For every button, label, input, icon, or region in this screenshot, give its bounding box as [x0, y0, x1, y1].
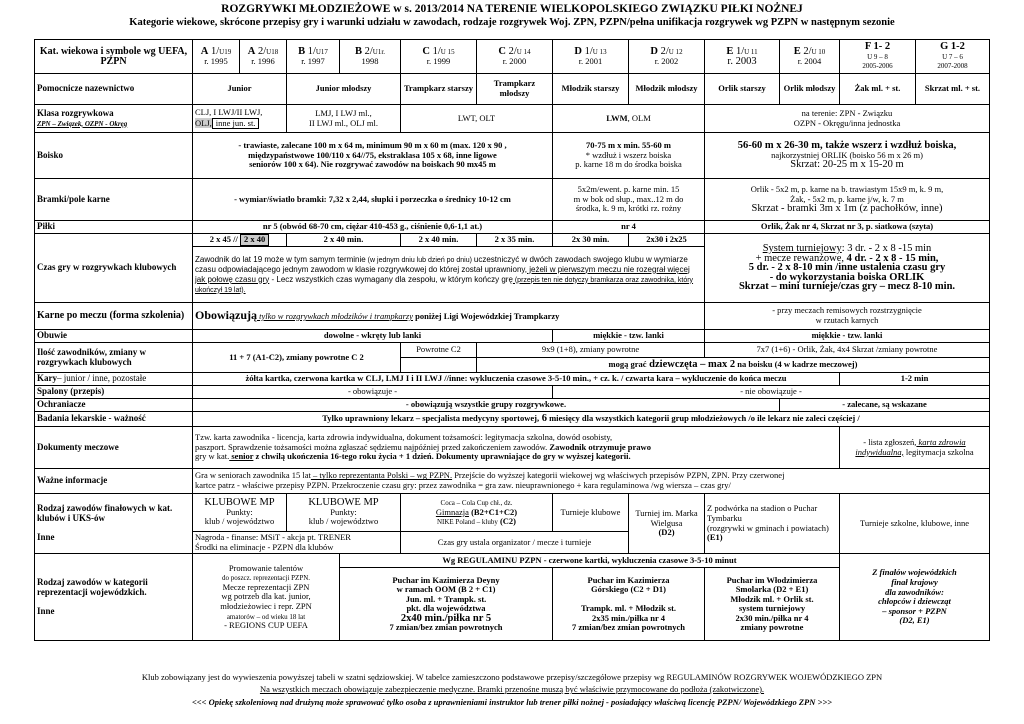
row-pom	[35, 74, 990, 105]
bramki-c: 5x2m/ewent. p. karne min. 15 m w bok od słup., max..12 m do środka, k. 9 m, krótki rz. rożny	[553, 179, 705, 221]
kary-e: 1-2 min	[840, 373, 990, 386]
label-czas: Czas gry w rozgrywkach klubowych	[35, 234, 193, 303]
obuwie-a: dowolne - wkręty lub lanki	[193, 330, 553, 343]
spalony-b: - nie obowiązuje -	[553, 386, 990, 399]
ilosc-c: 9x9 (1+8), zmiany powrotne	[477, 343, 705, 358]
rodzaj1-szk: Turnieje szkolne, klubowe, inne	[840, 494, 990, 554]
ochraniacze-b: - zalecane, są wskazane	[780, 399, 990, 412]
rules-table	[34, 39, 990, 641]
cat-a1: A 1/U19 r. 1995	[193, 40, 240, 74]
row-rodzaj2-top	[35, 554, 990, 568]
label-kary: Kary– junior / inne, pozostałe	[35, 373, 193, 386]
klasa-c: LWT, OLT	[401, 105, 553, 133]
obuwie-c: miękkie - tzw. lanki	[705, 330, 990, 343]
label-pilki: Piłki	[35, 221, 193, 234]
label-kat: Kat. wiekowa i symbole wg UEFA, PZPN	[35, 40, 193, 74]
label-klasa: Klasa rozgrywkowa ZPN – Związek, OZPN - Okręg	[35, 105, 193, 133]
cat-g: G 1-2 U 7 – 6 2007-2008	[916, 40, 990, 74]
label-bramki: Bramki/pole karne	[35, 179, 193, 221]
wazne-a: Gra w seniorach zawodnika 15 lat – tylko reprezentanta Polski – wg PZPN. Przejście do wyższej kategorii wiekowej wg właściwych przepisów PZPN, ZPN. Przy czerwonej kartce patrz - właściwe przepisy PZPN. Przekroczenie czasu gry: przez zawodnika = gra zaw. nieuprawnionego + kara regulaminowa /wg wiersza – czas gry/	[193, 469, 990, 494]
rodzaj1-turn: Turnieje klubowe	[553, 494, 629, 532]
label-pom: Pomocnicze nazewnictwo	[35, 74, 193, 105]
row-ilosc-top	[35, 343, 990, 358]
rodzaj1-nag: Nagroda - finanse: MSiT - akcja pt. TRENER Środki na eliminacje - PZPN dla klubów	[193, 532, 401, 554]
row-spalony	[35, 386, 990, 399]
karne-a: Obowiązują tylko w rozgrywkach młodzików i trampkarzy poniżej Ligi Wojewódzkiej Trampkarzy	[193, 303, 705, 330]
obuwie-b: miękkie - tzw. lanki	[553, 330, 705, 343]
label-boisko: Boisko	[35, 133, 193, 179]
label-rodzaj1: Rodzaj zawodów finałowych w kat. klubów i UKS-ów Inne	[35, 494, 193, 554]
row-boisko	[35, 133, 990, 179]
kary-a: żółta kartka, czerwona kartka w CLJ, LMJ I i II LWJ //inne: wykluczenia czasowe 3-5-10 min., + cz. k. / czwarta kara – wykluczenie do końca meczu	[193, 373, 840, 386]
klasa-d: LWM, OLM	[553, 105, 705, 133]
bramki-a: - wymiar/światło bramki: 7,32 x 2,44, słupki i porzeczka o średnicy 10-12 cm	[193, 179, 553, 221]
boisko-e: 56-60 m x 26-30 m, także wszerz i wzdłuż boiska, najkorzystniej ORLIK (boisko 56 m x 26 m) Skrzat: 20-25 m x 15-20 m	[705, 133, 990, 179]
pilki-a: nr 5 (obwód 68-70 cm, ciężar 410-453 g., ciśnienie 0,6-1,1 at.)	[193, 221, 553, 234]
row-wazne	[35, 469, 990, 494]
spalony-a: - obowiązuje -	[193, 386, 553, 399]
czas-e: System turniejowy: 3 dr. - 2 x 8 -15 min + mecze rewanżowe, 4 dr. - 2 x 8 - 15 min, 5 dr. - 2 x 8-10 min /inne ustalenia czasu gry - do wykorzystania boiska ORLIK Skrzat – mini turnieje/czas gry – mecz 8-10 min.	[705, 234, 990, 303]
row-obuwie	[35, 330, 990, 343]
klasa-a: CLJ, I LWJ/II LWJ, OLJ,inne jun. st.	[193, 105, 287, 133]
czas-d1: 2x 30 min.	[553, 234, 629, 247]
rodzaj1-marka: Turniej im. Marka Wielgusa (D2)	[629, 494, 705, 554]
rodzaj1-pod: Z podwórka na stadion o Puchar Tymbarku (rozgrywki w gminach i powiatach) (E1)	[705, 494, 840, 554]
czas-b: 2 x 40 min.	[287, 234, 401, 247]
footer-line-1: Klub zobowiązany jest do wywieszenia powyższej tabeli w szatni sędziowskiej. W tabelce zamieszczono podstawowe przepisy/szczegółowe przepisy wg REGULAMINÓW ROZGRYWEK WOJEWÓDZKIEGO ZPN	[141, 672, 883, 682]
klasa-b: LMJ, I LWJ ml., II LWJ ml., OLJ ml.	[287, 105, 401, 133]
czas-c1: 2 x 40 min.	[401, 234, 477, 247]
bramki-e: Orlik - 5x2 m, p. karne na b. trawiastym 15x9 m, k. 9 m, Żak, - 5x2 m, p. karne j/w, k. 7 m Skrzat - bramki 3m x 1m (z pachołków, inne)	[705, 179, 990, 221]
row-czas-top	[35, 234, 990, 247]
cat-a2: A 2/U18 r. 1996	[240, 40, 287, 74]
row-pilki	[35, 221, 990, 234]
label-ilosc: Ilość zawodników, zmiany w rozgrywkach klubowych	[35, 343, 193, 373]
rodzaj2-fin: Z finałów wojewódzkich finał krajowy dla zawodników: chłopców i dziewcząt – sponsor + PZPN (D2, E1)	[840, 554, 990, 641]
label-rodzaj2: Rodzaj zawodów w kategorii reprezentacji wojewódzkich. Inne	[35, 554, 193, 641]
cat-d2: D 2/U 12 r. 2002	[629, 40, 705, 74]
pom-junior: Junior	[193, 74, 287, 105]
page-header	[0, 2, 1024, 29]
pilki-e: Orlik, Żak nr 4, Skrzat nr 3, p. siatkowa (szyta)	[705, 221, 990, 234]
pom-mlodzik-s: Młodzik starszy	[553, 74, 629, 105]
row-rodzaj1	[35, 494, 990, 532]
label-ochraniacze: Ochraniacze	[35, 399, 193, 412]
rodzaj2-smolarek: Puchar im Włodzimierza Smolarka (D2 + E1) Młodzik ml. + Orlik st. system turniejowy 2x30 min./piłka nr 4 zmiany powrotne	[705, 568, 840, 641]
cat-e2: E 2/U 10 r. 2004	[780, 40, 840, 74]
pilki-d: nr 4	[553, 221, 705, 234]
pom-skrzat: Skrzat ml. + st.	[916, 74, 990, 105]
cat-e1: E 1/U 11 r. 2003	[705, 40, 780, 74]
label-karne: Karne po meczu (forma szkolenia)	[35, 303, 193, 330]
label-wazne: Ważne informacje	[35, 469, 193, 494]
cat-d1: D 1/U 13 r. 2001	[553, 40, 629, 74]
czas-a: 2 x 45 // 2 x 40	[193, 234, 287, 247]
label-spalony: Spalony (przepis)	[35, 386, 193, 399]
dokumenty-a: Tzw. karta zawodnika - licencja, karta zdrowia indywidualna, dokument tożsamości: legitymacja szkolna, dowód osobisty, paszport. Sprawdzenie tożsamości można zgłaszać sędziemu najpóźniej przed zakończeniem zawodów. Zawodnik otrzymuje prawo gry w kat. senior z chwilą ukończenia 16-tego roku życia + 1 dzień. Dokumenty uprawniające do gry w wyższej kategorii.	[193, 427, 840, 469]
ilosc-blank	[401, 358, 477, 373]
czas-d2: 2x30 i 2x25	[629, 234, 705, 247]
ochraniacze-a: - obowiązują wszystkie grupy rozgrywkowe.	[193, 399, 780, 412]
pom-mlodzik-m: Młodzik młodszy	[629, 74, 705, 105]
rodzaj2-gorski: Puchar im Kazimierza Górskiego (C2 + D1) Trampk. ml. + Młodzik st. 2x35 min./piłka nr 4 7 zmian/bez zmian powrotnych	[553, 568, 705, 641]
ilosc-girls: mogą grać dziewczęta – max 2 na boisku (4 w kadrze meczowej)	[477, 358, 990, 373]
label-obuwie: Obuwie	[35, 330, 193, 343]
dokumenty-e: - lista zgłoszeń, karta zdrowia indywidualna, legitymacja szkolna	[840, 427, 990, 469]
rodzaj1-coca: Coca – Cola Cup chł., dz. Gimnazja (B2+C1+C2) NIKE Poland – kluby (C2)	[401, 494, 553, 532]
pom-orlik-m: Orlik młodszy	[780, 74, 840, 105]
rodzaj2-deyna: Puchar im Kazimierza Deyny w ramach OOM (B 2 + C1) Jun. ml. + Trampk. st. pkt. dla województwa 2x40 min./piłka nr 5 7 zmian/bez zmian powrotnych	[340, 568, 553, 641]
ilosc-c-pow: Powrotne C2	[401, 343, 477, 358]
row-kary	[35, 373, 990, 386]
ilosc-e: 7x7 (1+6) - Orlik, Żak, 4x4 Skrzat /zmiany powrotne	[705, 343, 990, 358]
rodzaj1-czas: Czas gry ustala organizator / mecze i turnieje	[401, 532, 629, 554]
pom-orlik-s: Orlik starszy	[705, 74, 780, 105]
boisko-c: 70-75 m x min. 55-60 m * wzdłuż i wszerz boiska p. karne 18 m do środka boiska	[553, 133, 705, 179]
row-klasa	[35, 105, 990, 133]
row-kat	[35, 40, 990, 74]
row-ochraniacze	[35, 399, 990, 412]
pom-junior-m: Junior młodszy	[287, 74, 401, 105]
footer-line-3: <<< Opiekę szkoleniową nad drużyną może sprawować tylko osoba z uprawnieniami instruktor lub trener piłki nożnej - posiadający właściwą licencję PZPN/ Wojewódzkiego ZPN >>>	[191, 697, 833, 707]
footer-line-2: Na wszystkich meczach obowiązuje zabezpieczenie medyczne. Bramki przenośne muszą być właściwie przymocowane do podłoża (zakotwiczone).	[259, 684, 765, 694]
pom-tramp-s: Trampkarz starszy	[401, 74, 477, 105]
cat-b1: B 1/U17 r. 1997	[287, 40, 340, 74]
rodzaj1-k1: KLUBOWE MP Punkty: klub / województwo	[193, 494, 287, 532]
cat-f: F 1- 2 U 9 – 8 2005-2006	[840, 40, 916, 74]
label-dokumenty: Dokumenty meczowe	[35, 427, 193, 469]
cat-c1: C 1/U 15 r. 1999	[401, 40, 477, 74]
rodzaj2-promo: Promowanie talentów do poszcz. reprezentacji PZPN. Mecze reprezentacji ZPN wg potrzeb dla kat. junior, młodzieżowiec i repr. ZPN amatorów – od wieku 18 lat - REGIONS CUP UEFA	[193, 554, 340, 641]
label-badania: Badania lekarskie - ważność	[35, 412, 193, 427]
row-bramki	[35, 179, 990, 221]
pom-tramp-m: Trampkarz młodszy	[477, 74, 553, 105]
row-badania	[35, 412, 990, 427]
page-subtitle: Kategorie wiekowe, skrócone przepisy gry i warunki udziału w zawodach, rodzaje rozgrywek Woj. ZPN, PZPN/pełna unifikacja rozgrywek wg PZPN w następnym sezonie	[129, 17, 895, 28]
badania-a: Tylko uprawniony lekarz – specjalista medycyny sportowej, 6 miesięcy dla wszystkich kategorii grup młodzieżowych /o ile lekarz nie zaleci częściej /	[193, 412, 990, 427]
page-title: ROZGRYWKI MŁODZIEŻOWE w s. 2013/2014 NA TERENIE WIELKOPOLSKIEGO ZWIĄZKU PIŁKI NOŻNEJ	[221, 3, 803, 15]
karne-e: - przy meczach remisowych rozstrzygnięcie w rzutach karnych	[705, 303, 990, 330]
rodzaj2-reg: Wg REGULAMINU PZPN - czerwone kartki, wykluczenia czasowe 3-5-10 minut	[340, 554, 840, 568]
czas-note: Zawodnik do lat 19 może w tym samym terminie (w jednym dniu lub dzień po dniu) uczestniczyć w dwóch zawodach swojego klubu w wymiarze czasu odpowiadającego jednym zawodom w klasie rozgrywkowej do której został uprawniony, jeżeli w pierwszym meczu nie rozegrał więcej jak połowę czasu gry - Lecz wszystkich czas wymagany dla zespołu, w którym kończy grę (przepis ten nie dotyczy bramkarza oraz zawodnika, który ukończył 19 lat).	[193, 247, 705, 303]
ilosc-a: 11 + 7 (A1-C2), zmiany powrotne C 2	[193, 343, 401, 373]
pom-zak: Żak ml. + st.	[840, 74, 916, 105]
czas-c2: 2 x 35 min.	[477, 234, 553, 247]
row-dokumenty	[35, 427, 990, 469]
cat-c2: C 2/U 14 r. 2000	[477, 40, 553, 74]
boisko-a: - trawiaste, zalecane 100 m x 64 m, minimum 90 m x 60 m (max. 120 x 90 , międzypaństwowe 100/110 x 64//75, ekstraklasa 105 x 68, inne ligowe seniorów 100 x 64). Nie rozgrywać zawodów na boiskach 90 mx45 m	[193, 133, 553, 179]
cat-b2: B 2/U1r. 1998	[340, 40, 401, 74]
klasa-e: na terenie: ZPN - Związku OZPN - Okręgu/inna jednostka	[705, 105, 990, 133]
rodzaj1-k2: KLUBOWE MP Punkty: klub / województwo	[287, 494, 401, 532]
row-karne	[35, 303, 990, 330]
